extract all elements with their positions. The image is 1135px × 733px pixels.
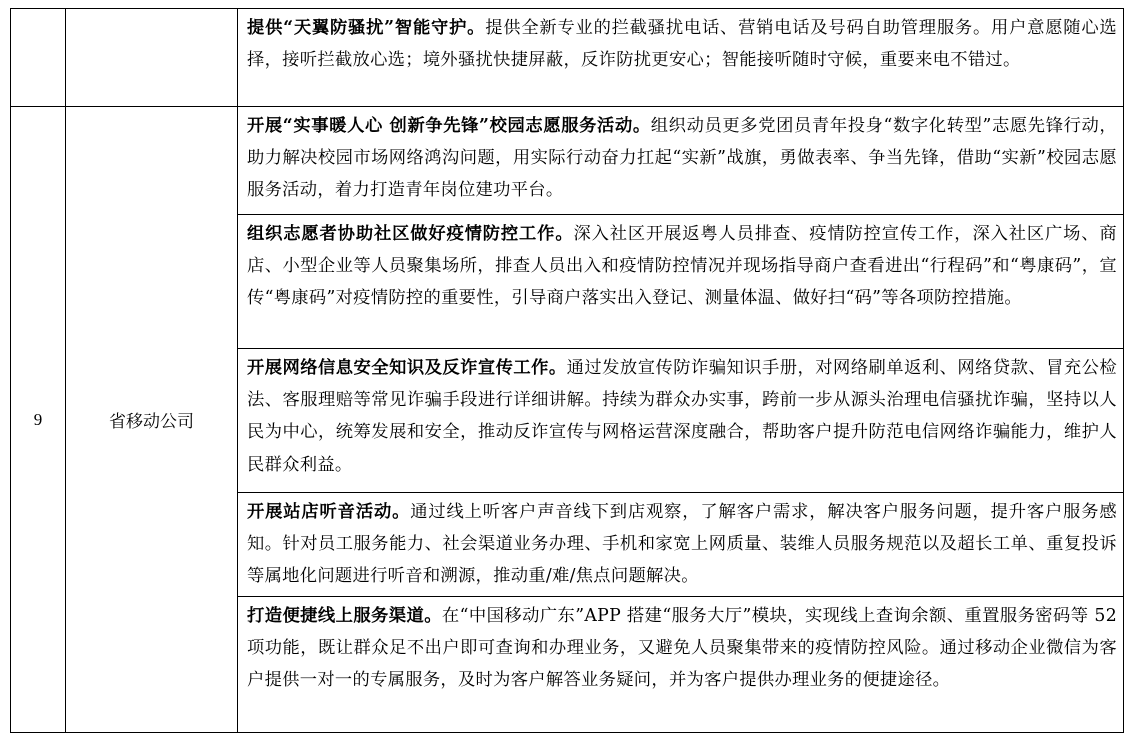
table-row xyxy=(11,9,1124,107)
content-cell xyxy=(238,597,1124,733)
content-paragraph xyxy=(247,218,1117,315)
row-unit-cell: 省移动公司 xyxy=(66,107,238,733)
row-index-cell: 9 xyxy=(11,107,66,733)
content-paragraph xyxy=(247,496,1117,593)
content-cell xyxy=(238,107,1124,215)
content-cell xyxy=(238,215,1124,349)
table-row xyxy=(11,107,1124,215)
content-paragraph xyxy=(247,600,1117,697)
item-heading: 打造便捷线上服务渠道。 xyxy=(247,606,442,626)
content-paragraph xyxy=(247,352,1117,481)
item-heading: 开展“实事暖人心 创新争先锋”校园志愿服务活动。 xyxy=(247,116,651,136)
item-heading: 组织志愿者协助社区做好疫情防控工作。 xyxy=(247,224,574,244)
item-body: 通过发放宣传防诈骗知识手册，对网络刷单返利、网络贷款、冒充公检法、客服理赔等常见诈骗手段进行详细讲解。持续为群众办实事，跨前一步从源头治理电信骚扰诈骗，坚持以人民为中心，统筹发展和安全，推动反诈宣传与网格运营深度融合，帮助客户提升防范电信网络诈骗能力，维护人民群众利益。 xyxy=(247,358,1117,475)
content-cell xyxy=(238,9,1124,107)
service-table xyxy=(10,8,1124,733)
item-body: 通过线上听客户声音线下到店观察，了解客户需求，解决客户服务问题，提升客户服务感知。针对员工服务能力、社会渠道业务办理、手机和家宽上网质量、装维人员服务规范以及超长工单、重复投诉等属地化问题进行听音和溯源，推动重/难/焦点问题解决。 xyxy=(247,502,1118,587)
item-body: 深入社区开展返粤人员排查、疫情防控宣传工作，深入社区广场、商店、小型企业等人员聚集场所，排查人员出入和疫情防控情况并现场指导商户查看进出“行程码”和“粤康码”，宣传“粤康码”对疫情防控的重要性，引导商户落实出入登记、测量体温、做好扫“码”等各项防控措施。 xyxy=(247,224,1117,309)
row-unit-cell xyxy=(66,9,238,107)
content-cell xyxy=(238,493,1124,597)
item-body: 组织动员更多党团员青年投身“数字化转型”志愿先锋行动，助力解决校园市场网络鸿沟问题，用实际行动奋力扛起“实新”战旗，勇做表率、争当先锋，借助“实新”校园志愿服务活动，着力打造青年岗位建功平台。 xyxy=(247,116,1117,201)
content-cell xyxy=(238,349,1124,493)
item-body: 提供全新专业的拦截骚扰电话、营销电话及号码自助管理服务。用户意愿随心选择，接听拦截放心选；境外骚扰快捷屏蔽，反诈防扰更安心；智能接听随时守候，重要来电不错过。 xyxy=(247,18,1117,71)
content-paragraph xyxy=(247,12,1117,76)
item-heading: 开展网络信息安全知识及反诈宣传工作。 xyxy=(247,358,567,378)
item-heading: 提供“天翼防骚扰”智能守护。 xyxy=(247,18,486,38)
item-heading: 开展站店听音活动。 xyxy=(247,502,411,522)
item-body: 在“中国移动广东”APP 搭建“服务大厅”模块，实现线上查询余额、重置服务密码等 52 项功能，既让群众足不出户即可查询和办理业务，又避免人员聚集带来的疫情防控风险。通过移动企业微信为客户提供一对一的专属服务，及时为客户解答业务疑问，并为客户提供办理业务的便捷途径。 xyxy=(247,606,1117,691)
row-index-cell xyxy=(11,9,66,107)
content-paragraph xyxy=(247,110,1117,207)
